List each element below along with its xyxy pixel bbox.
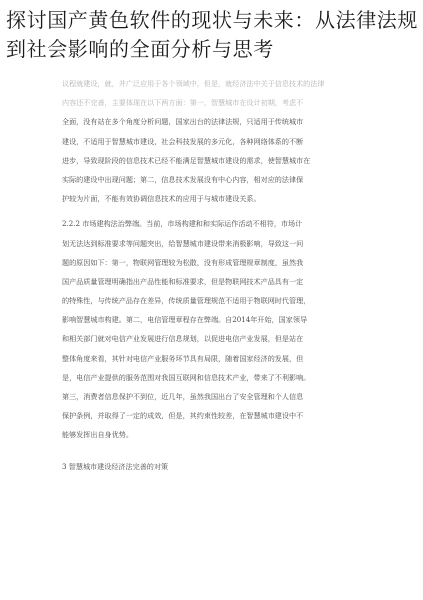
document-body <box>62 74 362 476</box>
text-line: 能够发挥出自身优势。 <box>62 430 133 440</box>
section-heading: 3 智慧城市建设经济法完善的对策 <box>62 461 169 471</box>
text-line: 题的原因如下：第一，物联网管理较为松散，没有形成管理规章制度，虽然我 <box>62 257 304 267</box>
text-line: 国产品质量管理明确指出产品性能和标准要求，但是物联网技术产品具有一定 <box>62 276 304 286</box>
text-line: 影响智慧城市构建。第二，电信管理章程存在弊端。自2014年开始，国家领导 <box>62 315 308 325</box>
paragraph-market-flaws <box>62 214 362 444</box>
text-line: 议程就建设，就，并广泛应用于各个领域中，但是，就经济法中关于信息技术的法律 <box>62 79 325 88</box>
text-line: 实际的建设中出现问题；第二，信息技术发展没有中心内容，相对应的法律保 <box>62 174 304 184</box>
text-line: 全面，没有站在多个角度分析问题，国家出台的法律法规，只适用于传统城市 <box>62 117 304 127</box>
text-line: 保护条例，并取得了一定的成效，但是，其约束性较差，在智慧城市建设中不 <box>62 411 304 421</box>
text-line: 是，电信产业提供的服务范围对我国互联网和信息技术产业，带来了不利影响。 <box>62 372 311 382</box>
paragraph-legal-gaps <box>62 112 362 208</box>
text-line: 2.2.2 市场建构法治弊端。当前，市场构建和和实际运作活动不相符，市场计 <box>62 219 303 229</box>
text-line: 划无法达到标准要求等问题突出，给智慧城市建设带来消极影响，导致这一问 <box>62 238 304 248</box>
text-line: 护较为片面，不能有效协调信息技术的应用于与城市建设关系。 <box>62 194 261 204</box>
text-line: 整体角度来看，其针对电信产业服务环节具有局限，随着国家经济的发展，但 <box>62 353 304 363</box>
text-line: 的特殊性，与传统产品存在差异，传统质量管理规范不适用于物联网时代管理， <box>62 296 311 306</box>
text-line: 进步，导致现阶段的信息技术已经不能满足智慧城市建设的需求，使智慧城市在 <box>62 155 311 165</box>
text-line: 和相关部门就对电信产业发展进行信息规划，以促进电信产业发展，但是站在 <box>62 334 304 344</box>
page-title: 探讨国产黄色软件的现状与未来：从法律法规到社会影响的全面分析与思考 <box>6 8 418 61</box>
text-line: 第三，消费者信息保护不到位，近几年，虽然我国出台了安全管理和个人信息 <box>62 392 304 401</box>
text-line: 建设，不适用于智慧城市建设，社会科技发展的多元化，各种网络体系的不断 <box>62 136 304 146</box>
text-line: 内容还不完善，主要体现在以下两方面：第一，智慧城市在设计初期，考虑不 <box>62 98 304 108</box>
